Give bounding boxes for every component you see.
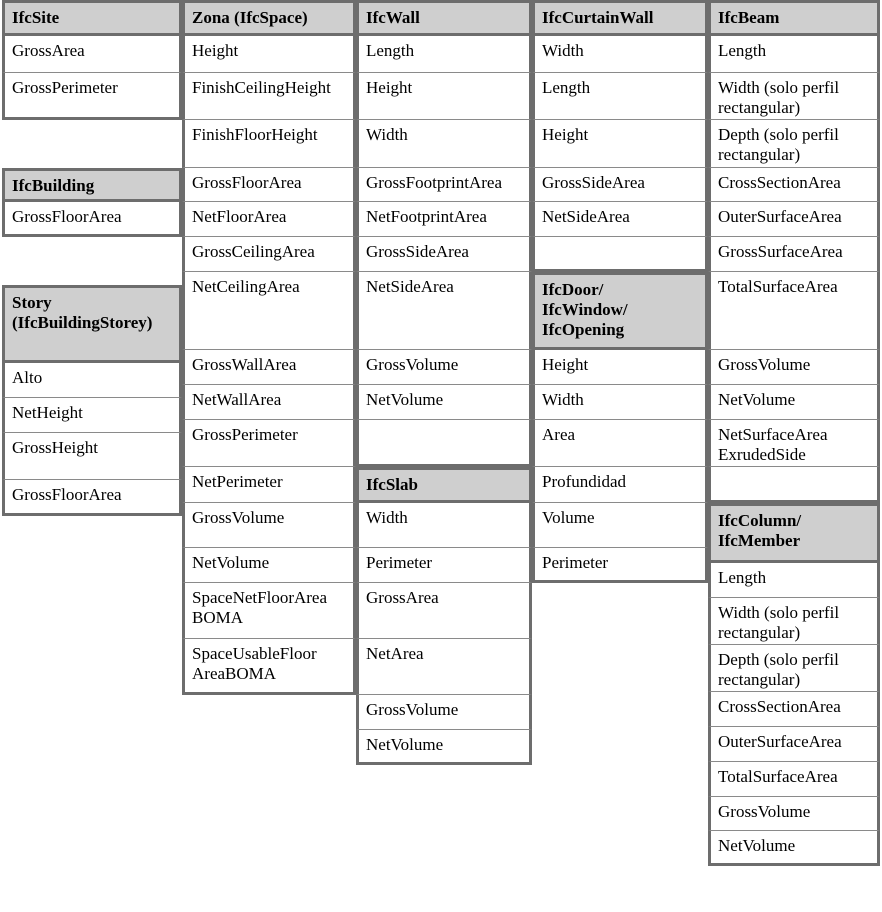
table-cell: Area xyxy=(532,420,708,467)
table-cell: Width (solo perfil rectangular) xyxy=(708,598,880,645)
table-group-header: Zona (IfcSpace) xyxy=(182,0,356,36)
table-cell: GrossVolume xyxy=(356,350,532,385)
table-cell: NetArea xyxy=(356,639,532,695)
table-cell: TotalSurfaceArea xyxy=(708,272,880,350)
table-cell: NetFloorArea xyxy=(182,202,356,237)
table-cell: NetVolume xyxy=(708,385,880,420)
table-cell: GrossArea xyxy=(2,36,182,73)
table-cell: Width xyxy=(356,503,532,548)
table-cell: GrossPerimeter xyxy=(2,73,182,120)
column-ifcwall xyxy=(356,0,532,765)
table-cell: Length xyxy=(356,36,532,73)
table-cell: NetVolume xyxy=(182,548,356,583)
table-cell: GrossSideArea xyxy=(356,237,532,272)
column-zona-ifcspace xyxy=(182,0,356,695)
table-cell: GrossSurfaceArea xyxy=(708,237,880,272)
table-cell: GrossVolume xyxy=(356,695,532,730)
table-cell: CrossSectionArea xyxy=(708,692,880,727)
table-cell: GrossVolume xyxy=(182,503,356,548)
table-cell: SpaceUsableFloor AreaBOMA xyxy=(182,639,356,695)
table-cell: NetVolume xyxy=(356,385,532,420)
table-cell: NetSideArea xyxy=(356,272,532,350)
table-group-header: IfcWall xyxy=(356,0,532,36)
table-group-header: IfcBeam xyxy=(708,0,880,36)
table-group-header: IfcColumn/ IfcMember xyxy=(708,503,880,563)
table-cell: GrossSideArea xyxy=(532,168,708,202)
table-cell: GrossFloorArea xyxy=(2,480,182,516)
table-cell xyxy=(532,237,708,272)
column-ifcsite xyxy=(2,0,182,516)
table-spacer xyxy=(2,237,182,285)
table-group-header: IfcBuilding xyxy=(2,168,182,202)
table-cell: OuterSurfaceArea xyxy=(708,202,880,237)
table-cell: Width xyxy=(356,120,532,168)
table-cell: Height xyxy=(356,73,532,120)
table-cell: Height xyxy=(532,350,708,385)
table-cell: NetFootprintArea xyxy=(356,202,532,237)
table-cell: FinishCeilingHeight xyxy=(182,73,356,120)
table-cell: Width xyxy=(532,385,708,420)
table-cell: GrossFloorArea xyxy=(2,202,182,237)
column-ifcbeam xyxy=(708,0,880,866)
table-cell: Depth (solo perfil rectangular) xyxy=(708,120,880,168)
table-cell: GrossWallArea xyxy=(182,350,356,385)
table-group-header: IfcSlab xyxy=(356,467,532,503)
table-cell: SpaceNetFloorArea BOMA xyxy=(182,583,356,639)
table-cell: Profundidad xyxy=(532,467,708,503)
table-cell: Length xyxy=(532,73,708,120)
table-group-header: IfcCurtainWall xyxy=(532,0,708,36)
table-cell: GrossHeight xyxy=(2,433,182,480)
table-cell: Length xyxy=(708,563,880,598)
table-group-header: Story (IfcBuildingStorey) xyxy=(2,285,182,363)
table-cell: Height xyxy=(532,120,708,168)
column-ifccurtainwall xyxy=(532,0,708,583)
table-cell: GrossPerimeter xyxy=(182,420,356,467)
table-cell: FinishFloorHeight xyxy=(182,120,356,168)
table-group-header: IfcDoor/ IfcWindow/ IfcOpening xyxy=(532,272,708,350)
table-cell: Alto xyxy=(2,363,182,398)
table-cell: NetSideArea xyxy=(532,202,708,237)
table-cell: GrossVolume xyxy=(708,797,880,831)
table-spacer xyxy=(2,120,182,168)
table-cell: TotalSurfaceArea xyxy=(708,762,880,797)
table-cell: NetWallArea xyxy=(182,385,356,420)
table-cell: GrossFootprintArea xyxy=(356,168,532,202)
table-cell: GrossVolume xyxy=(708,350,880,385)
table-cell: GrossArea xyxy=(356,583,532,639)
table-cell: Width (solo perfil rectangular) xyxy=(708,73,880,120)
table-cell: GrossCeilingArea xyxy=(182,237,356,272)
table-cell: NetVolume xyxy=(708,831,880,866)
table-cell: GrossFloorArea xyxy=(182,168,356,202)
table-cell xyxy=(708,467,880,503)
table-cell: OuterSurfaceArea xyxy=(708,727,880,762)
table-cell: NetHeight xyxy=(2,398,182,433)
table-cell: Height xyxy=(182,36,356,73)
table-cell: NetSurfaceArea ExrudedSide xyxy=(708,420,880,467)
table-cell: Length xyxy=(708,36,880,73)
table-cell: NetPerimeter xyxy=(182,467,356,503)
table-group-header: IfcSite xyxy=(2,0,182,36)
table-cell: Volume xyxy=(532,503,708,548)
table-cell: Depth (solo perfil rectangular) xyxy=(708,645,880,692)
table-cell: Perimeter xyxy=(532,548,708,583)
table-cell: CrossSectionArea xyxy=(708,168,880,202)
table-cell: Width xyxy=(532,36,708,73)
table-cell: Perimeter xyxy=(356,548,532,583)
table-cell: NetCeilingArea xyxy=(182,272,356,350)
table-cell xyxy=(356,420,532,467)
table-cell: NetVolume xyxy=(356,730,532,765)
